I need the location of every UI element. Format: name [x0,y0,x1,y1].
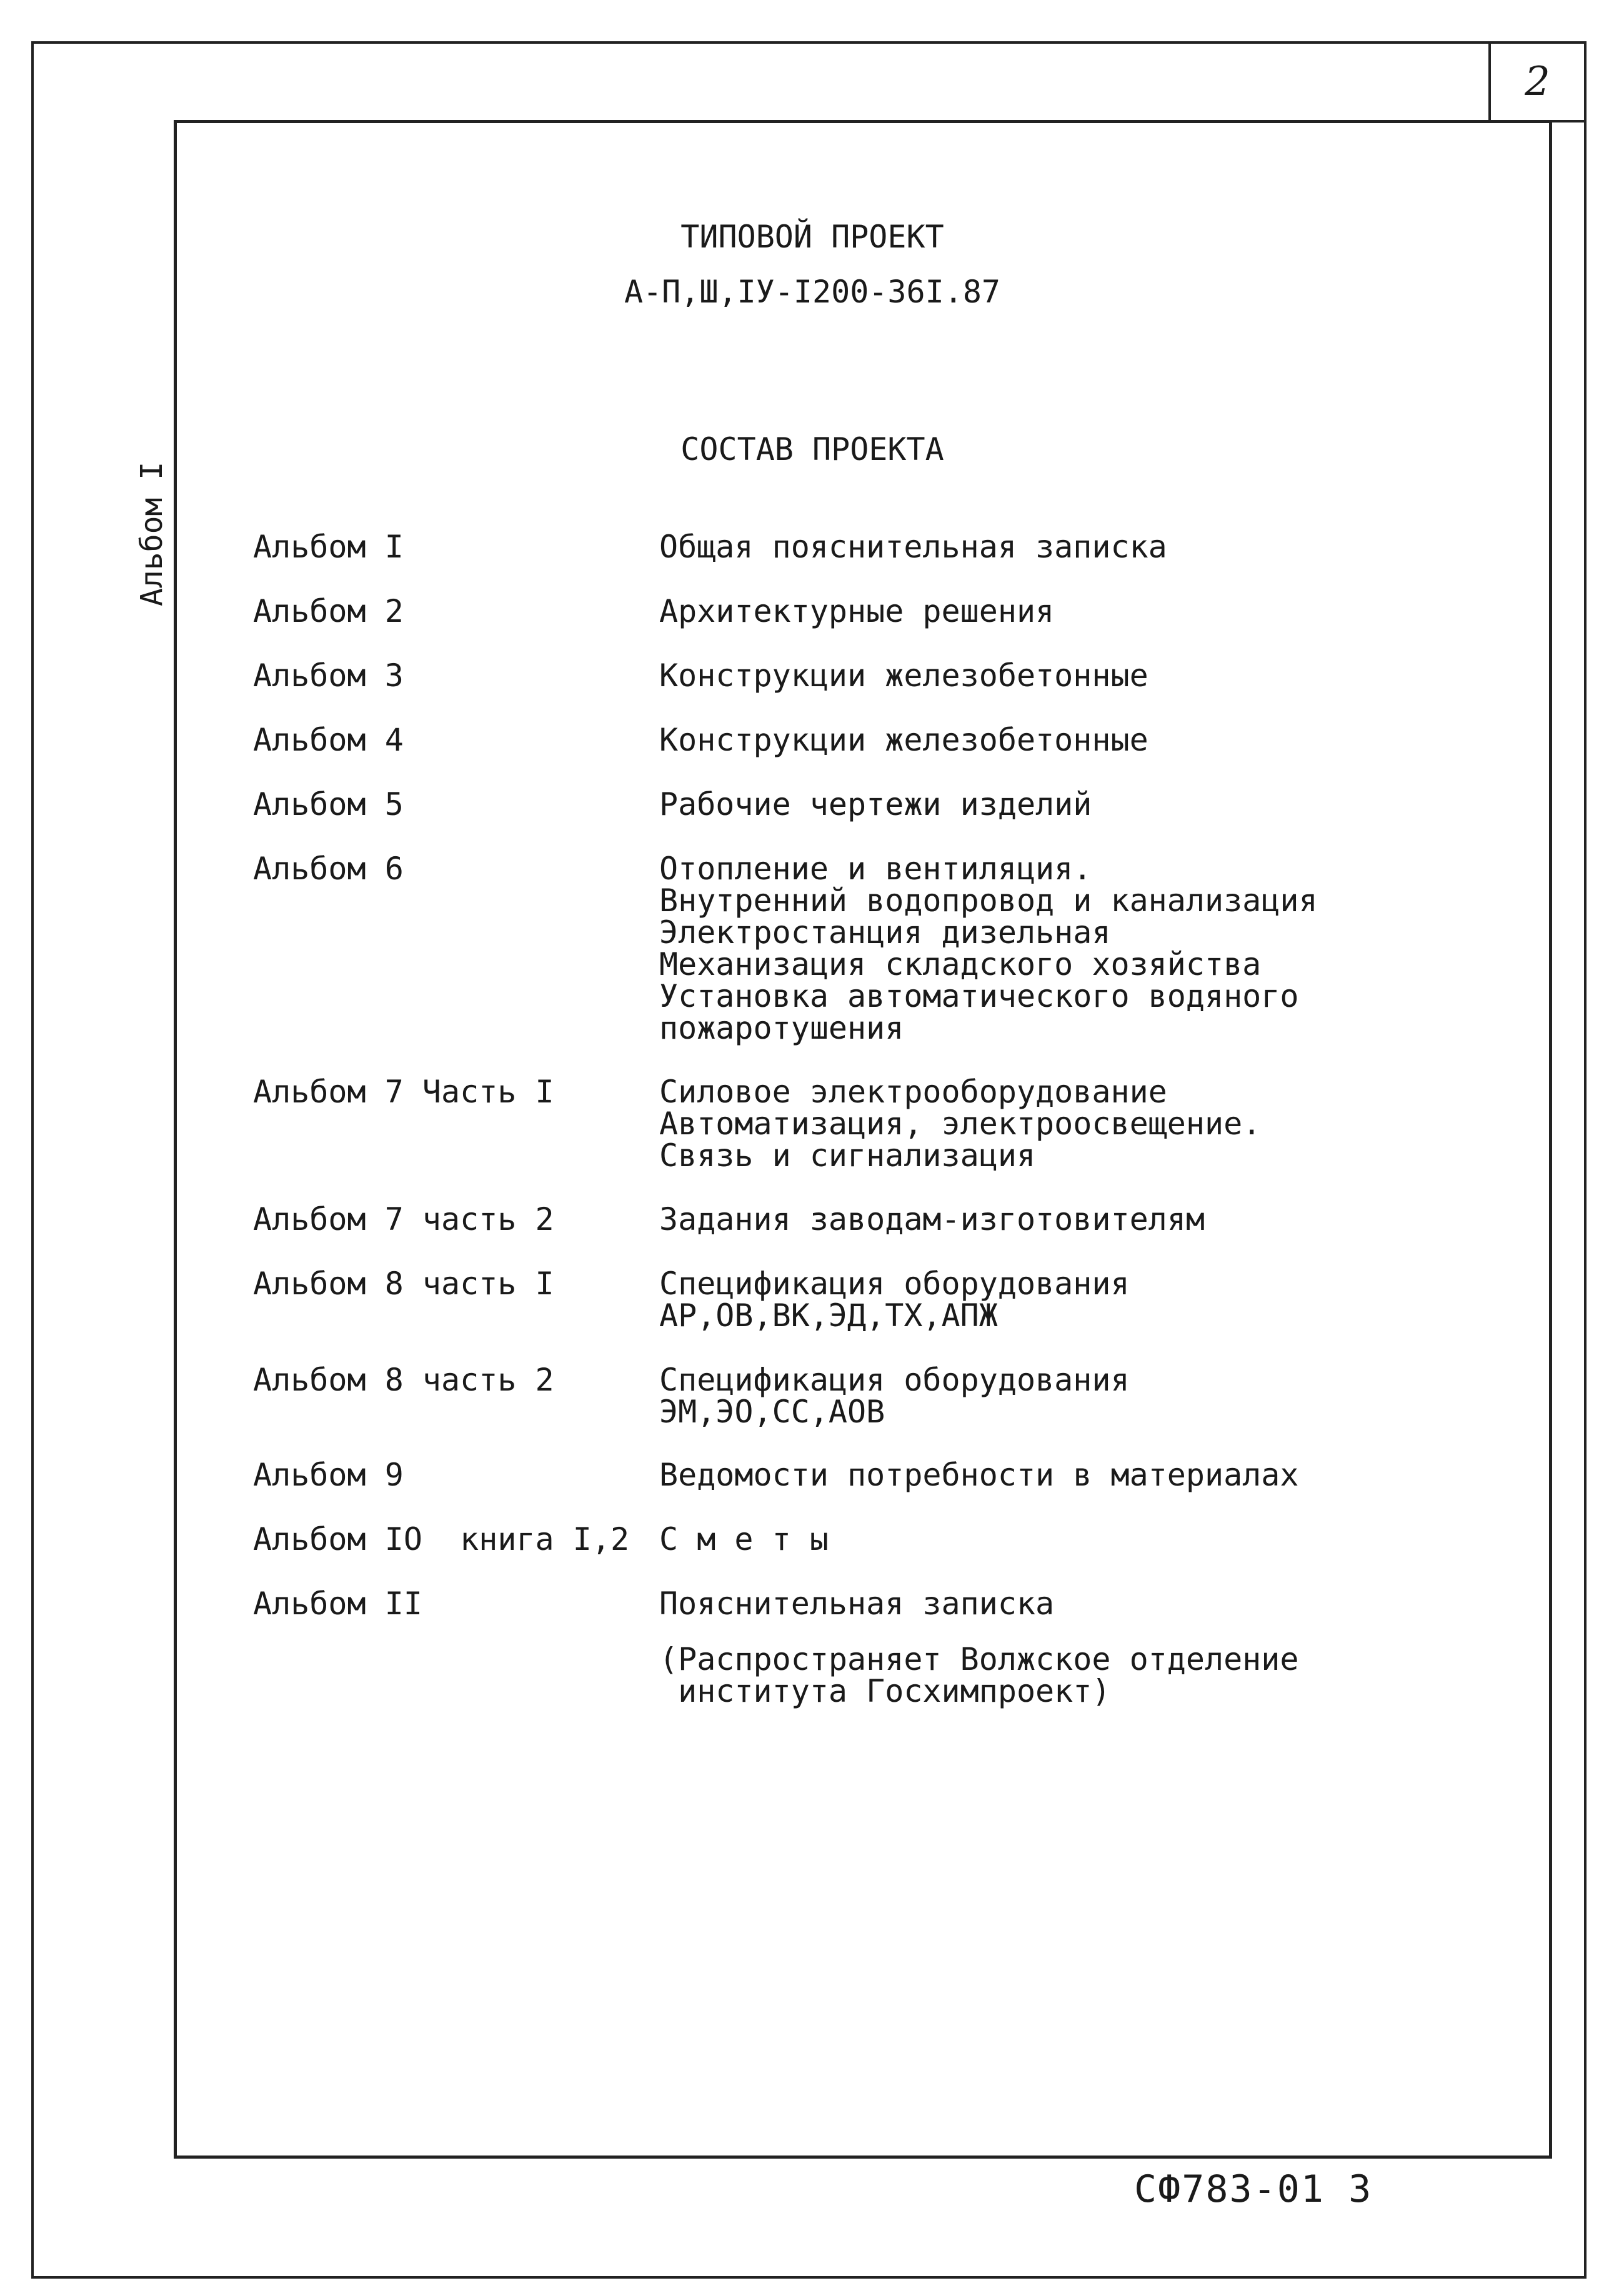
album-description: Общая пояснительная записка [659,529,1167,565]
album-label: Альбом 8 часть I [253,1266,554,1302]
album-description: Спецификация оборудования ЭМ,ЭО,СС,АОВ [659,1362,1130,1430]
album-description: Конструкции железобетонные [659,722,1148,758]
album-description: Ведомости потребности в материалах [659,1457,1299,1493]
album-label: Альбом 9 [253,1457,404,1493]
album-label: Альбом II [253,1586,422,1622]
album-description: Силовое электрооборудование Автоматизация, электроосвещение. Связь и сигнализация [659,1074,1262,1174]
album-description: Спецификация оборудования АР,ОВ,ВК,ЭД,ТХ,АПЖ [659,1266,1130,1334]
album-label: Альбом 2 [253,593,404,629]
page-number: 2 [1488,41,1587,122]
album-description: С м е т ы [659,1521,829,1557]
project-code: А-П,Ш,IУ-I200-36I.87 [624,274,1001,310]
section-title: СОСТАВ ПРОЕКТА [680,431,944,467]
album-description: Задания заводам-изготовителям [659,1201,1205,1237]
footer-code: СФ783-01 3 [1134,2167,1373,2211]
album-description: Конструкции железобетонные [659,657,1148,694]
album-label: Альбом 4 [253,722,404,758]
album-description: Отопление и вентиляция. Внутренний водопровод и канализация Электростанция дизельная Механизация складского хозяйства Установка автоматического водяного пожаротушения [659,851,1318,1046]
album-label: Альбом 7 часть 2 [253,1201,554,1237]
album-label: Альбом 8 часть 2 [253,1362,554,1398]
distribution-note: (Распространяет Волжское отделение института Госхимпроект) [659,1641,1299,1709]
album-description: Пояснительная записка [659,1586,1055,1622]
album-label: Альбом 3 [253,657,404,694]
document-title: ТИПОВОЙ ПРОЕКТ [680,219,944,255]
album-label: Альбом 5 [253,786,404,822]
side-album-label: Альбом I [134,461,169,606]
album-label: Альбом IO книга I,2 [253,1521,630,1557]
album-label: Альбом 7 Часть I [253,1074,554,1110]
album-description: Рабочие чертежи изделий [659,786,1092,822]
album-label: Альбом I [253,529,404,565]
album-description: Архитектурные решения [659,593,1055,629]
album-label: Альбом 6 [253,851,404,887]
